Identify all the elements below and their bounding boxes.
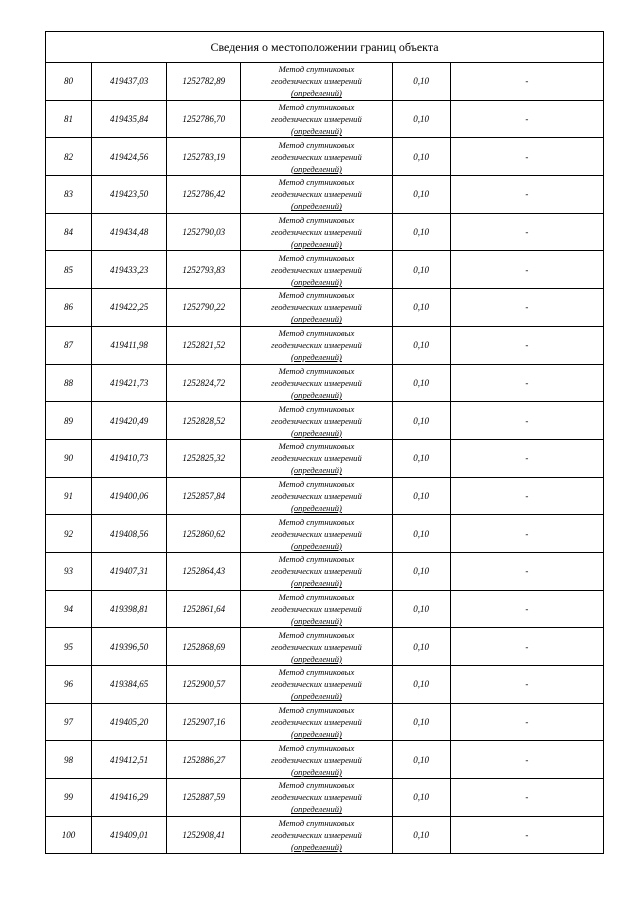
method-line-2: геодезических измерений — [271, 151, 362, 162]
point-number: 90 — [46, 439, 92, 477]
point-number: 85 — [46, 251, 92, 289]
coordinate-x: 419423,50 — [92, 176, 167, 214]
point-number: 100 — [46, 816, 92, 854]
method-line-2: геодезических измерений — [271, 792, 362, 803]
method-line-1: Метод спутниковых — [278, 441, 355, 452]
coordinate-x: 419416,29 — [92, 779, 167, 817]
coordinate-x: 419412,51 — [92, 741, 167, 779]
table-row — [46, 63, 604, 101]
mean-square-error: 0,10 — [392, 779, 450, 817]
table-row — [46, 289, 604, 327]
method-line-1: Метод спутниковых — [278, 478, 355, 489]
coordinate-x: 419405,20 — [92, 703, 167, 741]
table-row — [46, 590, 604, 628]
method-line-3: (определений) — [291, 201, 342, 212]
point-number: 83 — [46, 176, 92, 214]
coordinate-x: 419384,65 — [92, 666, 167, 704]
coordinate-y: 1252821,52 — [167, 326, 241, 364]
coordinate-y: 1252887,59 — [167, 779, 241, 817]
method-line-3: (определений) — [291, 766, 342, 777]
coordinate-y: 1252886,27 — [167, 741, 241, 779]
point-number: 89 — [46, 402, 92, 440]
mean-square-error: 0,10 — [392, 364, 450, 402]
point-number: 96 — [46, 666, 92, 704]
coordinate-x: 419396,50 — [92, 628, 167, 666]
coordinate-x: 419422,25 — [92, 289, 167, 327]
method-line-2: геодезических измерений — [271, 754, 362, 765]
coordinate-x: 419435,84 — [92, 100, 167, 138]
method-line-3: (определений) — [291, 427, 342, 438]
point-number: 82 — [46, 138, 92, 176]
method-line-1: Метод спутниковых — [278, 64, 355, 75]
mean-square-error: 0,10 — [392, 477, 450, 515]
point-number: 80 — [46, 63, 92, 101]
method-line-1: Метод спутниковых — [278, 403, 355, 414]
mean-square-error: 0,10 — [392, 402, 450, 440]
coordinate-y: 1252908,41 — [167, 816, 241, 854]
method-line-3: (определений) — [291, 126, 342, 137]
coordinate-x: 419409,01 — [92, 816, 167, 854]
coordinate-y: 1252786,70 — [167, 100, 241, 138]
boundary-coordinates-table — [45, 31, 604, 854]
mean-square-error: 0,10 — [392, 741, 450, 779]
coordinate-x: 419424,56 — [92, 138, 167, 176]
mean-square-error: 0,10 — [392, 100, 450, 138]
method-line-1: Метод спутниковых — [278, 742, 355, 753]
point-description: - — [450, 439, 603, 477]
point-description: - — [450, 552, 603, 590]
determination-method — [241, 251, 392, 289]
point-description: - — [450, 176, 603, 214]
method-line-2: геодезических измерений — [271, 76, 362, 87]
mean-square-error: 0,10 — [392, 289, 450, 327]
mean-square-error: 0,10 — [392, 326, 450, 364]
coordinate-y: 1252907,16 — [167, 703, 241, 741]
mean-square-error: 0,10 — [392, 515, 450, 553]
table-row — [46, 176, 604, 214]
coordinate-y: 1252825,32 — [167, 439, 241, 477]
coordinate-x: 419408,56 — [92, 515, 167, 553]
table-row — [46, 251, 604, 289]
mean-square-error: 0,10 — [392, 703, 450, 741]
method-line-2: геодезических измерений — [271, 679, 362, 690]
coordinate-x: 419433,23 — [92, 251, 167, 289]
method-line-2: геодезических измерений — [271, 340, 362, 351]
method-line-3: (определений) — [291, 163, 342, 174]
point-description: - — [450, 741, 603, 779]
determination-method — [241, 628, 392, 666]
determination-method — [241, 138, 392, 176]
point-number: 88 — [46, 364, 92, 402]
table-row — [46, 138, 604, 176]
determination-method — [241, 176, 392, 214]
point-description: - — [450, 779, 603, 817]
table-row — [46, 213, 604, 251]
coordinate-y: 1252900,57 — [167, 666, 241, 704]
method-line-3: (определений) — [291, 314, 342, 325]
table-row — [46, 779, 604, 817]
method-line-3: (определений) — [291, 615, 342, 626]
coordinate-x: 419434,48 — [92, 213, 167, 251]
method-line-1: Метод спутниковых — [278, 139, 355, 150]
coordinate-y: 1252783,19 — [167, 138, 241, 176]
determination-method — [241, 816, 392, 854]
point-description: - — [450, 100, 603, 138]
mean-square-error: 0,10 — [392, 666, 450, 704]
point-description: - — [450, 251, 603, 289]
point-description: - — [450, 703, 603, 741]
method-line-2: геодезических измерений — [271, 603, 362, 614]
method-line-3: (определений) — [291, 276, 342, 287]
mean-square-error: 0,10 — [392, 628, 450, 666]
method-line-1: Метод спутниковых — [278, 102, 355, 113]
mean-square-error: 0,10 — [392, 439, 450, 477]
coordinate-y: 1252790,03 — [167, 213, 241, 251]
point-description: - — [450, 213, 603, 251]
mean-square-error: 0,10 — [392, 590, 450, 628]
point-number: 92 — [46, 515, 92, 553]
table-row — [46, 666, 604, 704]
point-description: - — [450, 364, 603, 402]
method-line-3: (определений) — [291, 465, 342, 476]
coordinate-x: 419421,73 — [92, 364, 167, 402]
coordinate-x: 419411,98 — [92, 326, 167, 364]
point-description: - — [450, 402, 603, 440]
table-row — [46, 515, 604, 553]
table-row — [46, 326, 604, 364]
determination-method — [241, 477, 392, 515]
method-line-3: (определений) — [291, 239, 342, 250]
table-row — [46, 628, 604, 666]
point-number: 93 — [46, 552, 92, 590]
method-line-2: геодезических измерений — [271, 227, 362, 238]
coordinate-y: 1252861,64 — [167, 590, 241, 628]
point-description: - — [450, 816, 603, 854]
point-number: 99 — [46, 779, 92, 817]
determination-method — [241, 289, 392, 327]
method-line-2: геодезических измерений — [271, 415, 362, 426]
method-line-3: (определений) — [291, 842, 342, 853]
determination-method — [241, 364, 392, 402]
point-number: 97 — [46, 703, 92, 741]
point-description: - — [450, 590, 603, 628]
mean-square-error: 0,10 — [392, 213, 450, 251]
method-line-2: геодезических измерений — [271, 453, 362, 464]
point-description: - — [450, 477, 603, 515]
coordinate-y: 1252824,72 — [167, 364, 241, 402]
method-line-1: Метод спутниковых — [278, 780, 355, 791]
boundary-table-sheet — [45, 31, 604, 854]
determination-method — [241, 439, 392, 477]
coordinate-x: 419420,49 — [92, 402, 167, 440]
method-line-2: геодезических измерений — [271, 189, 362, 200]
method-line-3: (определений) — [291, 804, 342, 815]
method-line-3: (определений) — [291, 502, 342, 513]
coordinate-x: 419437,03 — [92, 63, 167, 101]
mean-square-error: 0,10 — [392, 552, 450, 590]
determination-method — [241, 741, 392, 779]
method-line-3: (определений) — [291, 88, 342, 99]
mean-square-error: 0,10 — [392, 176, 450, 214]
method-line-3: (определений) — [291, 691, 342, 702]
method-line-1: Метод спутниковых — [278, 516, 355, 527]
method-line-1: Метод спутниковых — [278, 667, 355, 678]
point-number: 98 — [46, 741, 92, 779]
determination-method — [241, 63, 392, 101]
determination-method — [241, 100, 392, 138]
determination-method — [241, 402, 392, 440]
table-row — [46, 741, 604, 779]
table-title: Сведения о местоположении границ объекта — [46, 32, 604, 63]
method-line-1: Метод спутниковых — [278, 554, 355, 565]
coordinate-x: 419410,73 — [92, 439, 167, 477]
coordinate-y: 1252860,62 — [167, 515, 241, 553]
point-description: - — [450, 666, 603, 704]
determination-method — [241, 326, 392, 364]
determination-method — [241, 703, 392, 741]
method-line-2: геодезических измерений — [271, 114, 362, 125]
point-description: - — [450, 628, 603, 666]
method-line-2: геодезических измерений — [271, 490, 362, 501]
method-line-3: (определений) — [291, 729, 342, 740]
method-line-2: геодезических измерений — [271, 566, 362, 577]
method-line-3: (определений) — [291, 653, 342, 664]
method-line-1: Метод спутниковых — [278, 705, 355, 716]
method-line-1: Метод спутниковых — [278, 290, 355, 301]
coordinate-y: 1252857,84 — [167, 477, 241, 515]
table-row — [46, 439, 604, 477]
determination-method — [241, 666, 392, 704]
table-row — [46, 703, 604, 741]
coordinate-y: 1252864,43 — [167, 552, 241, 590]
method-line-3: (определений) — [291, 578, 342, 589]
determination-method — [241, 552, 392, 590]
mean-square-error: 0,10 — [392, 816, 450, 854]
point-number: 87 — [46, 326, 92, 364]
coordinate-x: 419398,81 — [92, 590, 167, 628]
method-line-2: геодезических измерений — [271, 377, 362, 388]
method-line-1: Метод спутниковых — [278, 818, 355, 829]
method-line-3: (определений) — [291, 389, 342, 400]
method-line-1: Метод спутниковых — [278, 591, 355, 602]
table-row — [46, 402, 604, 440]
method-line-2: геодезических измерений — [271, 302, 362, 313]
coordinate-y: 1252793,83 — [167, 251, 241, 289]
mean-square-error: 0,10 — [392, 251, 450, 289]
method-line-2: геодезических измерений — [271, 717, 362, 728]
table-row — [46, 816, 604, 854]
determination-method — [241, 779, 392, 817]
method-line-1: Метод спутниковых — [278, 365, 355, 376]
point-description: - — [450, 289, 603, 327]
method-line-3: (определений) — [291, 540, 342, 551]
coordinate-x: 419400,06 — [92, 477, 167, 515]
coordinate-y: 1252828,52 — [167, 402, 241, 440]
coordinate-y: 1252782,89 — [167, 63, 241, 101]
mean-square-error: 0,10 — [392, 63, 450, 101]
point-description: - — [450, 326, 603, 364]
determination-method — [241, 515, 392, 553]
point-description: - — [450, 138, 603, 176]
point-number: 86 — [46, 289, 92, 327]
method-line-1: Метод спутниковых — [278, 629, 355, 640]
method-line-2: геодезических измерений — [271, 830, 362, 841]
point-number: 91 — [46, 477, 92, 515]
method-line-2: геодезических измерений — [271, 264, 362, 275]
determination-method — [241, 590, 392, 628]
method-line-1: Метод спутниковых — [278, 215, 355, 226]
table-row — [46, 552, 604, 590]
method-line-2: геодезических измерений — [271, 641, 362, 652]
point-number: 81 — [46, 100, 92, 138]
point-number: 95 — [46, 628, 92, 666]
determination-method — [241, 213, 392, 251]
coordinate-y: 1252868,69 — [167, 628, 241, 666]
mean-square-error: 0,10 — [392, 138, 450, 176]
point-number: 94 — [46, 590, 92, 628]
method-line-1: Метод спутниковых — [278, 252, 355, 263]
method-line-1: Метод спутниковых — [278, 328, 355, 339]
table-row — [46, 477, 604, 515]
method-line-2: геодезических измерений — [271, 528, 362, 539]
method-line-1: Метод спутниковых — [278, 177, 355, 188]
point-description: - — [450, 63, 603, 101]
coordinate-y: 1252786,42 — [167, 176, 241, 214]
method-line-3: (определений) — [291, 352, 342, 363]
point-description: - — [450, 515, 603, 553]
coordinate-y: 1252790,22 — [167, 289, 241, 327]
table-row — [46, 364, 604, 402]
table-row — [46, 100, 604, 138]
point-number: 84 — [46, 213, 92, 251]
coordinate-x: 419407,31 — [92, 552, 167, 590]
